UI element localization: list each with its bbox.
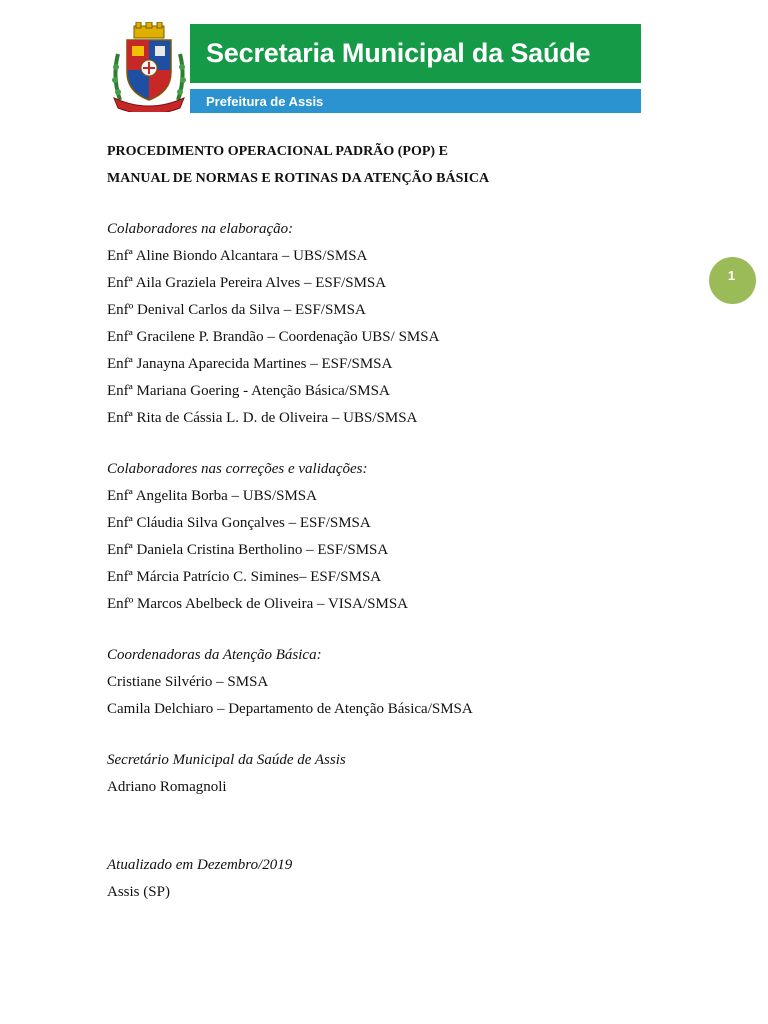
list-item: Enfª Cláudia Silva Gonçalves – ESF/SMSA	[107, 515, 371, 531]
place: Assis (SP)	[107, 884, 170, 900]
banner-subtitle: Prefeitura de Assis	[206, 93, 324, 109]
section-heading: Coordenadoras da Atenção Básica:	[107, 647, 322, 663]
list-item: Enfª Aila Graziela Pereira Alves – ESF/SMSA	[107, 275, 387, 291]
list-item: Enfº Denival Carlos da Silva – ESF/SMSA	[107, 302, 366, 318]
section-updated	[107, 852, 687, 906]
section-coordinators	[107, 642, 687, 723]
secretary-name: Adriano Romagnoli	[107, 779, 227, 795]
list-item: Enfº Marcos Abelbeck de Oliveira – VISA/SMSA	[107, 596, 408, 612]
document-content	[107, 138, 687, 906]
section-validation	[107, 456, 687, 618]
page-number-badge	[709, 257, 756, 304]
list-item: Enfª Daniela Cristina Bertholino – ESF/SMSA	[107, 542, 389, 558]
page-number: 1	[727, 268, 736, 283]
list-item: Enfª Aline Biondo Alcantara – UBS/SMSA	[107, 248, 368, 264]
section-secretary	[107, 747, 687, 801]
section-heading: Secretário Municipal da Saúde de Assis	[107, 752, 346, 768]
list-item: Camila Delchiaro – Departamento de Atenção Básica/SMSA	[107, 701, 473, 717]
list-item: Cristiane Silvério – SMSA	[107, 674, 269, 690]
header-banner	[110, 22, 642, 114]
banner-title-bar	[190, 24, 641, 83]
list-item: Enfª Márcia Patrício C. Simines– ESF/SMSA	[107, 569, 382, 585]
banner-subtitle-bar	[190, 89, 641, 113]
document-title-line-2: MANUAL DE NORMAS E ROTINAS DA ATENÇÃO BÁSICA	[107, 171, 490, 186]
section-elaboration	[107, 216, 687, 432]
list-item: Enfª Angelita Borba – UBS/SMSA	[107, 488, 317, 504]
section-heading: Colaboradores na elaboração:	[107, 221, 294, 237]
list-item: Enfª Gracilene P. Brandão – Coordenação UBS/ SMSA	[107, 329, 440, 345]
banner-title: Secretaria Municipal da Saúde	[206, 38, 591, 68]
list-item: Enfª Mariana Goering - Atenção Básica/SMSA	[107, 383, 390, 399]
list-item: Enfª Janayna Aparecida Martines – ESF/SMSA	[107, 356, 393, 372]
updated-date: Atualizado em Dezembro/2019	[107, 857, 293, 873]
document-title-line-1: PROCEDIMENTO OPERACIONAL PADRÃO (POP) E	[107, 144, 448, 159]
section-heading: Colaboradores nas correções e validações:	[107, 461, 368, 477]
municipal-coat-of-arms-icon	[110, 22, 188, 112]
list-item: Enfª Rita de Cássia L. D. de Oliveira – UBS/SMSA	[107, 410, 418, 426]
